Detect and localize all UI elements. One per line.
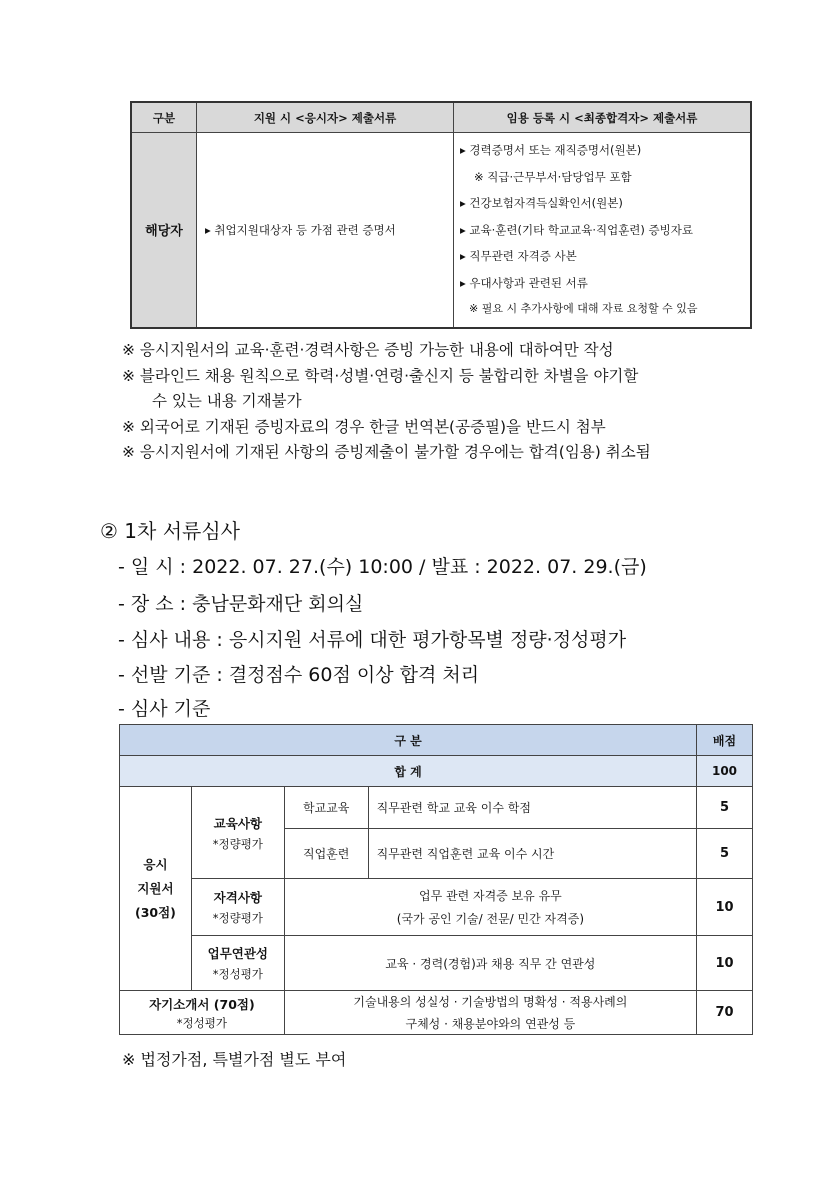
application-form-group — [120, 787, 192, 991]
selection-criteria-line: - 선발 기준 : 결정점수 60점 이상 합격 처리 — [118, 664, 480, 686]
certificate-desc — [284, 879, 696, 936]
job-training-desc: 직무관련 직업훈련 교육 이수 시간 — [368, 829, 696, 879]
category-title: 자기소개서 (70점) — [149, 996, 255, 1012]
header-category: 구 분 — [120, 725, 697, 756]
group-label: 응시 — [143, 856, 168, 872]
desc-line: 기술내용의 성실성 · 기술방법의 명확성 · 적용사례의 — [353, 995, 628, 1009]
note: ※ 블라인드 채용 원칙으로 학력·성별·연령·출신지 등 불합리한 차별을 야기할 — [122, 366, 639, 385]
desc-line: 업무 관련 자격증 보유 유무 — [419, 889, 562, 903]
desc-line: (국가 공인 기술/ 전문/ 민간 자격증) — [396, 912, 584, 926]
final-docs-list — [454, 133, 752, 328]
applicant-docs-cell: ▸ 취업지원대상자 등 가점 관련 증명서 — [197, 133, 454, 328]
group-label: (30점) — [135, 904, 176, 920]
list-item: ▸ 직무관련 자격증 사본 — [460, 249, 577, 263]
group-label: 지원서 — [137, 880, 174, 896]
category-title: 업무연관성 — [207, 946, 269, 961]
category-subtitle: *정량평가 — [212, 911, 263, 925]
total-score: 100 — [697, 756, 753, 787]
submission-docs-table — [130, 101, 752, 329]
self-intro-category — [120, 991, 285, 1035]
relevance-category — [191, 936, 284, 991]
list-item: ▸ 경력증명서 또는 재직증명서(원본) — [460, 143, 642, 157]
school-score: 5 — [697, 787, 753, 829]
desc-line: 구체성 · 채용분야와의 연관성 등 — [405, 1017, 576, 1031]
self-intro-desc — [284, 991, 696, 1035]
job-training-label: 직업훈련 — [284, 829, 368, 879]
total-label: 합 계 — [120, 756, 697, 787]
self-intro-score: 70 — [697, 991, 753, 1035]
section-title: ② 1차 서류심사 — [100, 519, 240, 543]
certificate-score: 10 — [697, 879, 753, 936]
list-item: ※ 필요 시 추가사항에 대해 자료 요청할 수 있음 — [469, 302, 698, 315]
job-training-score: 5 — [697, 829, 753, 879]
note: ※ 응시지원서에 기재된 사항의 증빙제출이 불가할 경우에는 합격(임용) 취소됨 — [122, 443, 651, 461]
note: ※ 외국어로 기재된 증빙자료의 경우 한글 번역본(공증필)을 반드시 첨부 — [122, 417, 606, 436]
list-item: ※ 직급·근무부서·담당업무 포함 — [474, 169, 632, 184]
place-line: - 장 소 : 충남문화재단 회의실 — [118, 593, 364, 615]
header-final-docs: 임용 등록 시 <최종합격자> 제출서류 — [454, 102, 752, 133]
schedule-line: - 일 시 : 2022. 07. 27.(수) 10:00 / 발표 : 2022. 07. 29.(금) — [118, 556, 647, 578]
footnote: ※ 법정가점, 특별가점 별도 부여 — [122, 1050, 347, 1069]
header-applicant-docs: 지원 시 <응시자> 제출서류 — [197, 102, 454, 133]
header-category: 구분 — [131, 102, 197, 133]
relevance-desc: 교육 · 경력(경험)과 채용 직무 간 연관성 — [284, 936, 696, 991]
review-criteria-table — [119, 724, 753, 1035]
education-category — [191, 787, 284, 879]
list-item: ▸ 우대사항과 관련된 서류 — [460, 275, 588, 290]
list-item: ▸ 건강보험자격득실확인서(원본) — [460, 196, 623, 210]
review-criteria-line: - 심사 기준 — [118, 698, 211, 720]
category-subtitle: *정성평가 — [212, 967, 263, 981]
note: ※ 응시지원서의 교육·훈련·경력사항은 증빙 가능한 내용에 대하여만 작성 — [122, 341, 614, 359]
category-subtitle: *정성평가 — [176, 1015, 227, 1030]
school-label: 학교교육 — [284, 787, 368, 829]
review-content-line: - 심사 내용 : 응시지원 서류에 대한 평가항목별 정량·정성평가 — [118, 629, 627, 651]
notes-list — [122, 338, 782, 466]
category-title: 자격사항 — [213, 890, 262, 905]
relevance-score: 10 — [697, 936, 753, 991]
certificate-category — [191, 879, 284, 936]
school-desc: 직무관련 학교 교육 이수 학점 — [368, 787, 696, 829]
header-score: 배점 — [697, 725, 753, 756]
row-label-eligible: 해당자 — [131, 133, 197, 328]
note: 수 있는 내용 기재불가 — [152, 392, 302, 410]
category-title: 교육사항 — [213, 815, 262, 831]
category-subtitle: *정량평가 — [212, 836, 263, 851]
list-item: ▸ 교육·훈련(기타 학교교육·직업훈련) 증빙자료 — [460, 222, 693, 237]
